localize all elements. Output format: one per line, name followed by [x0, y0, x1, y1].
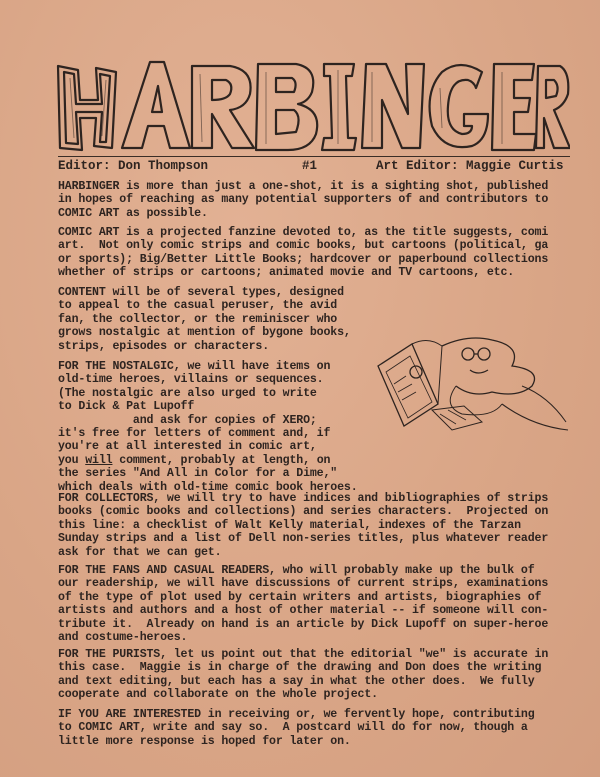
text-line: or sports); Big/Better Little Books; hardcover or paperbound collections: [58, 252, 549, 266]
text-line: to appeal to the casual peruser, the avid: [58, 299, 338, 313]
masthead: [40, 48, 570, 158]
text-line: and text editing, but each has a say in what the other does. We fully: [58, 674, 535, 688]
text-line: which deals with old-time comic book heroes.: [58, 480, 358, 494]
text-line: FOR THE FANS AND CASUAL READERS, who will probably make up the bulk of: [58, 564, 535, 577]
text-line: our readership, we will have discussions of current strips, examinations: [58, 577, 549, 591]
paragraph-intro: [58, 180, 578, 220]
text-line: tribute it. Already on hand is an article by Dick Lupoff on super-heroe: [58, 617, 549, 631]
paragraph-purists: [58, 648, 578, 702]
emphasis-will: will: [85, 453, 113, 467]
text-line: it's free for letters of comment and, if: [58, 427, 331, 441]
text-line: FOR THE PURISTS, let us point out that the editorial "we" is accurate in: [58, 648, 549, 661]
text-line: whether of strips or cartoons; animated movie and TV cartoons, etc.: [58, 266, 515, 280]
text-line: to COMIC ART, write and say so. A postcard will do for now, though a: [58, 721, 528, 735]
text-line: this case. Maggie is in charge of the drawing and Don does the writing: [58, 661, 542, 675]
text-line: books (comic books and collections) and series characters. Projected on: [58, 505, 549, 519]
text-line: FOR COLLECTORS, we will try to have indices and bibliographies of strips: [58, 492, 549, 505]
text-line: strips, episodes or characters.: [58, 339, 270, 353]
text-line: (The nostalgic are also urged to write: [58, 386, 317, 400]
text-line: Sunday strips and a list of Dell non-series titles, plus whatever reader: [58, 532, 549, 546]
art-editor-credit: Art Editor: Maggie Curtis: [376, 159, 564, 173]
text-line: COMIC ART as possible.: [58, 206, 208, 220]
text-line: COMIC ART is a projected fanzine devoted to, as the title suggests, comi: [58, 226, 549, 239]
credit-line: [58, 156, 570, 173]
text-line: old-time heroes, villains or sequences.: [58, 373, 324, 387]
text-line: IF YOU ARE INTERESTED in receiving or, we fervently hope, contributing: [58, 708, 535, 721]
paragraph-fans: [58, 564, 578, 644]
paragraph-comic-art: [58, 226, 578, 280]
cartoon-illustration: [372, 326, 572, 438]
masthead-logo: [40, 48, 570, 158]
text-line: CONTENT will be of several types, designed: [58, 286, 344, 299]
text-line: little more response is hoped for later on.: [58, 734, 351, 748]
text-line: artists and authors and a host of other material -- if someone will con-: [58, 604, 549, 618]
paragraph-collectors: [58, 492, 578, 559]
editor-credit: Editor: Don Thompson: [58, 159, 209, 173]
text-line: you're at all interested in comic art,: [58, 440, 317, 454]
text-line: cooperate and collaborate on the whole project.: [58, 688, 378, 702]
text-line: HARBINGER is more than just a one-shot, it is a sighting shot, published: [58, 180, 549, 193]
text-line: grows nostalgic at mention of bygone books,: [58, 326, 351, 340]
text-line: art. Not only comic strips and comic books, but cartoons (political, ga: [58, 239, 549, 253]
text-line: FOR THE NOSTALGIC, we will have items on: [58, 360, 331, 373]
text-line: in hopes of reaching as many potential supporters of and contributors to: [58, 193, 549, 207]
text-line: and ask for copies of XERO;: [58, 413, 317, 427]
text-line: fan, the collector, or the reminiscer who: [58, 312, 338, 326]
text-line: and costume-heroes.: [58, 631, 188, 645]
paragraph-interested: [58, 708, 578, 748]
text-line: to Dick & Pat Lupoff: [58, 400, 195, 414]
text-line: you will comment, probably at length, on: [58, 453, 331, 467]
text-line: of the type of plot used by certain writers and artists, biographies of: [58, 590, 542, 604]
issue-number: #1: [302, 159, 318, 173]
text-line: ask for that we can get.: [58, 545, 222, 559]
text-line: this line: a checklist of Walt Kelly material, indexes of the Tarzan: [58, 518, 521, 532]
text-line: the series "And All in Color for a Dime,": [58, 467, 338, 481]
